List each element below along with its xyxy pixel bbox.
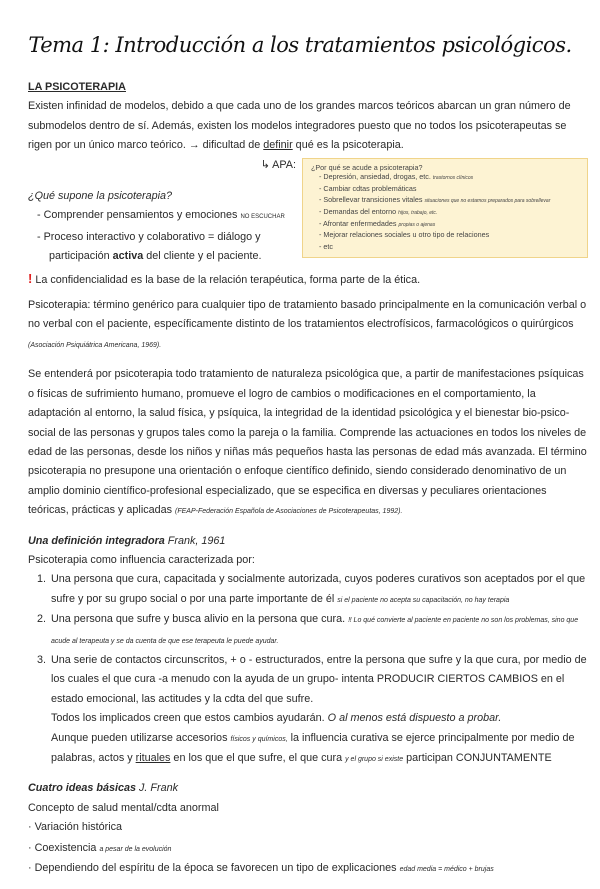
supone-item <box>28 228 302 267</box>
apa-item-note: propias o ajenas <box>398 221 436 228</box>
author: Frank, 1961 <box>167 534 226 547</box>
apa-item-note: hijos, trabajo, etc. <box>398 210 438 216</box>
apa-item <box>311 207 579 219</box>
apa-item <box>311 195 579 207</box>
item-text: Todos los implicados creen que estos cambios ayudarán. <box>51 712 328 725</box>
apa-item <box>311 230 579 242</box>
item-note: ‼ Lo qué convierte al paciente en paciente no son los problemas, sino que acude al terapeuta y se da cuenta de que ese terapeuta le puede ayudar. <box>51 617 579 645</box>
bullet-item <box>28 839 588 859</box>
apa-item-text: - Afrontar enfermedades <box>319 218 397 228</box>
apa-item <box>311 172 579 184</box>
apa-item-note: trastornos clínicos <box>432 175 474 182</box>
bullet-text: Variación histórica <box>34 821 123 834</box>
item-note: si el paciente no acepta su capacitación, no hay terapia <box>337 596 510 604</box>
supone-item-note: NO ESCUCHAR <box>240 214 285 221</box>
apa-item <box>311 219 579 231</box>
bullet-dot-icon: · <box>28 841 35 854</box>
item-text: Aunque pueden utilizarse accesorios <box>51 731 231 744</box>
lead-text: Psicoterapia como influencia caracterizada por: <box>28 553 255 566</box>
exclamation-icon: ! <box>28 270 33 286</box>
apa-question: ¿Por qué se acude a psicoterapia? <box>311 162 423 172</box>
item-italic: O al menos está dispuesto a probar. <box>327 712 502 725</box>
section-heading: Cuatro ideas básicas <box>28 782 137 795</box>
item-text: Una persona que sufre y busca alivio en la persona que cura. <box>51 613 349 626</box>
apa-item <box>311 242 579 254</box>
definition-text: Se entenderá por psicoterapia todo tratamiento de naturaleza psicológica que, a partir de manifestaciones psíquicas o físicas de sufrimiento humano, promueve el logro de cambios o modificaciones en el comportamiento, la adaptación al entorno, la salud física, y psíquica, la integridad de la identidad psicológica y el bienestar bio-psico-social de las personas y grupos tales como la pareja o la familia. Comprende las actuaciones en todos los niveles de edad de las personas, desde los niños y niñas más pequeños hasta las personas de edad más avanzada. El término psicoterapia no presupone una orientación o enfoque científico definido, siendo considerado denominativo de un amplio dominio científico-profesional especializado, que se especifica en diversas y peculiares orientaciones teóricas, prácticas y aplicadas <box>28 368 587 517</box>
bullet-note: edad media = médico + brujas <box>399 866 494 874</box>
apa-item-text: - Sobrellevar transiciones vitales <box>319 195 423 205</box>
bullet-note: a pesar de la evolución <box>99 845 172 853</box>
apa-item-note: situaciones que no estamos preparados para sobrellevar <box>424 198 551 205</box>
apa-row <box>28 156 588 267</box>
rituales-underlined: rituales <box>135 752 171 764</box>
document-title: Tema 1: Introducción a los tratamientos psicológicos. <box>28 33 572 57</box>
definition-apa <box>28 296 588 355</box>
bold-activa: activa <box>112 250 144 263</box>
citation: (FEAP-Federación Española de Asociaciones de Psicoterapeutas, 1992). <box>175 508 403 516</box>
bullet-text: Coexistencia <box>34 841 100 854</box>
author: J. Frank <box>139 782 179 795</box>
item-text: la influencia curativa se ejerce principalmente por medio de palabras, actos y <box>51 731 575 764</box>
intro-text: Existen infinidad de modelos, debido a que cada uno de los grandes marcos teóricos abarcan un gran número de submodelos dentro de sí. Además, existen los modelos integradores puesto que no todos los psicoterapeutas se rigen por un único marco teórico. → dificultad de <box>28 100 571 152</box>
definir-underlined: definir <box>263 139 293 152</box>
supone-item <box>28 206 302 227</box>
citation: (Asociación Psiquiátrica Americana, 1969). <box>28 341 162 349</box>
apa-item-text: - Cambiar cdtas problemáticas <box>319 183 417 193</box>
item-text: 3. Una serie de contactos circunscritos, + o - estructurados, entre la persona que sufre y la que cura, por medio de los cuales el que cura -a menudo con la ayuda de un grupo- intenta PRODUCIR CIERTOS CAMBIOS en el estado emocional, las actitudes y la cdta del que sufre. <box>51 653 587 705</box>
supone-item-text: - Comprender pensamientos y emociones <box>37 209 241 222</box>
bullet-item <box>28 859 588 879</box>
item-note: físicos y químicos, <box>230 735 288 743</box>
lead-text: Concepto de salud mental/cdta anormal <box>28 801 219 814</box>
warning-line <box>28 269 588 290</box>
definition-feap <box>28 365 588 521</box>
warning-text: La confidencialidad es la base de la relación terapéutica, forma parte de la ética. <box>35 273 421 286</box>
item-text: en los que el que sufre, el que cura <box>170 752 346 764</box>
supone-block <box>28 156 302 267</box>
supone-item-text: - Proceso interactivo y colaborativo = diálogo y participación <box>37 230 261 263</box>
bullet-item <box>28 818 588 838</box>
section-heading: Una definición integradora <box>28 534 165 547</box>
section-heading: LA PSICOTERAPIA <box>28 81 126 93</box>
intro-paragraph <box>28 97 588 155</box>
list-item <box>49 610 588 651</box>
apa-item-text: - Demandas del entorno <box>319 207 397 216</box>
apa-item <box>311 184 579 196</box>
bullet-text: Dependiendo del espíritu de la época se favorecen un tipo de explicaciones <box>34 862 400 875</box>
list-item <box>49 651 588 769</box>
item-text: participan CONJUNTAMENTE <box>403 752 552 764</box>
supone-question: ¿Qué supone la psicoterapia? <box>28 190 173 203</box>
definition-text: Psicoterapia: término genérico para cualquier tipo de tratamiento basado principalmente en la comunicación verbal o no verbal con el paciente, específicamente distinto de los tratamientos electrofísicos, farmacológicos o quirúrgicos <box>28 299 587 331</box>
section-definicion-integradora <box>28 532 588 770</box>
apa-item-text: - Mejorar relaciones sociales u otro tipo de relaciones <box>319 230 490 240</box>
bullet-dot-icon: · <box>28 862 35 875</box>
supone-item-text-end: del cliente y el paciente. <box>143 250 262 263</box>
apa-label: ↳ APA: <box>260 158 296 171</box>
list-item <box>49 570 588 610</box>
intro-text-end: qué es la psicoterapia. <box>292 139 404 152</box>
section-cuatro-ideas <box>28 779 588 879</box>
item-note: y el grupo si existe <box>345 756 404 763</box>
apa-item-text: - etc <box>319 241 333 251</box>
apa-item-text: - Depresión, ansiedad, drogas, etc. <box>319 172 431 182</box>
apa-callout-box <box>302 158 588 259</box>
bullet-dot-icon: · <box>28 821 35 834</box>
section-psicoterapia <box>28 78 588 156</box>
item-text: Una persona que cura, capacitada y socialmente autorizada, cuyos poderes curativos son aceptados por el que sufre y por su grupo social o por una parte importante de él <box>51 573 586 605</box>
